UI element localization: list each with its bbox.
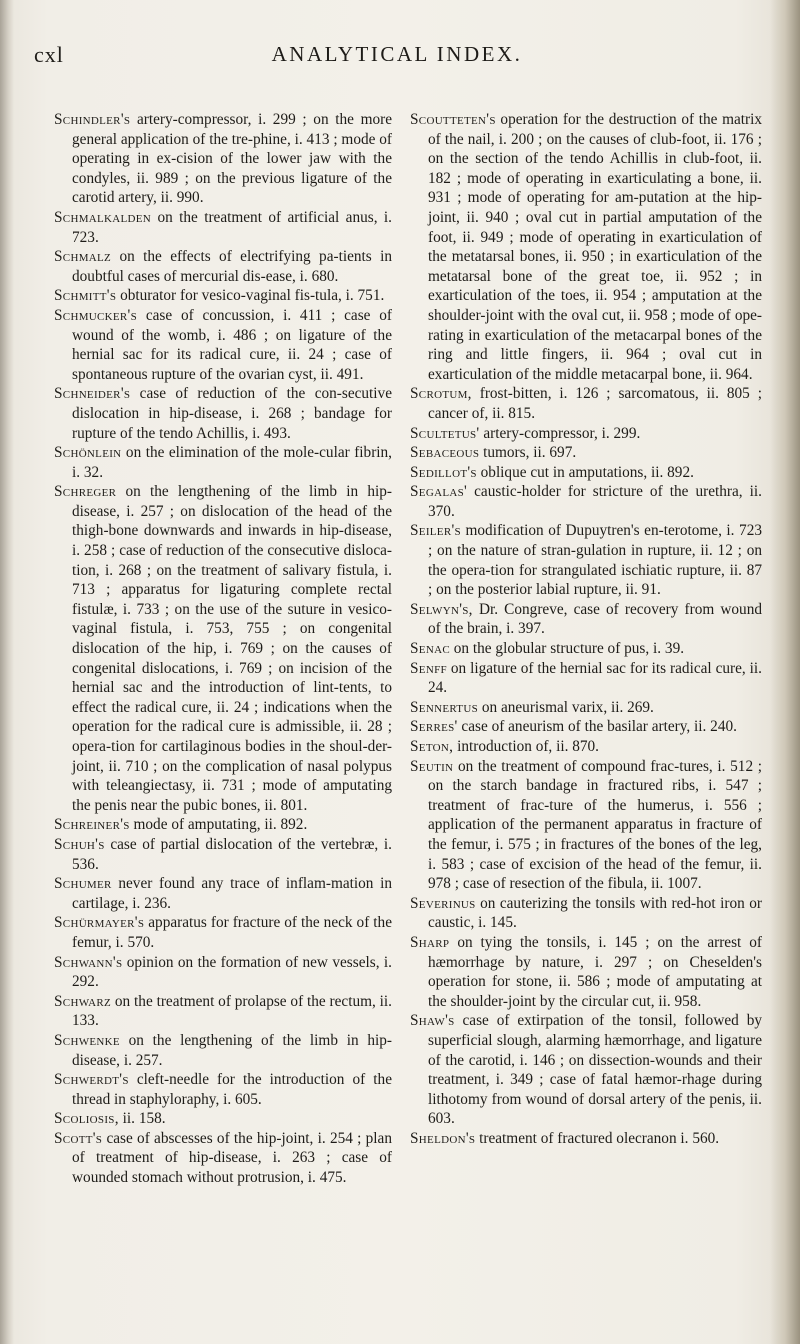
entry-text: Dr. Congreve, case of recovery from wound of the brain, i. 397. [428,600,762,638]
index-entry [54,482,392,815]
entry-text: on ligature of the hernial sac for its radical cure, ii. 24. [428,659,762,697]
right-column [410,110,762,1148]
entry-text: opinion on the formation of new vessels, i. 292. [72,953,392,991]
entry-text: treatment of fractured olecranon i. 560. [479,1129,720,1147]
entry-text: on the effects of electrifying pa-tients in doubtful cases of mercurial dis-ease, i. 680. [72,248,393,285]
index-entry [410,463,762,483]
entry-text: case of concussion, i. 411 ; case of wound of the womb, i. 486 ; on ligature of the hernial sac for its radical cure, ii. 24 ; case of spontaneous rupture of the ovarian cyst, ii. 491. [72,306,392,383]
index-entry [54,384,392,443]
page-header [34,42,760,70]
entry-text: on the lengthening of the limb in hip-disease, i. 257 ; on dislocation of the head of the thigh-bone downwards and inwards in hip-disease, i. 258 ; case of reduction of the consecutive disloca-tion, i. 268 ; on the treatment of salivary fistula, i. 713 ; apparatus for ligaturing complete rectal fistulæ, i. 733 ; on the use of the suture in vesico-vaginal fistula, i. 753, 755 ; on congenital dislocation of the hip, i. 769 ; on the causes of congenital dislocations, i. 769 ; on incision of the hernial sac and the introduction of lint-tents, to effect the radical cure, ii. 24 ; indications when the operation for the radical cure is admissible, ii. 28 ; opera-tion for cartilaginous bodies in the shoul-der-joint, ii. 710 ; on the complication of nasal polypus with teleangiectasy, ii. 731 ; mode of amputating the penis near the pubic bones, ii. 801. [72,483,392,814]
index-entry [54,1109,392,1129]
index-entry [410,757,762,894]
entry-heading: Sennertus [410,698,478,716]
entry-text: oblique cut in amputations, ii. 892. [480,463,694,481]
index-entry [410,521,762,599]
entry-heading: Schmalz [54,248,112,266]
entry-heading: Schwenke [54,1031,120,1049]
entry-text: modification of Dupuytren's en-terotome, i. 723 ; on the nature of stran-gulation in rupture, ii. 12 ; on the opera-tion for strangulated ischiatic rupture, ii. 87 ; on the posterior labial rupture, ii. 91. [428,522,762,599]
entry-text: frost-bitten, i. 126 ; sarcomatous, ii. 805 ; cancer of, ii. 815. [428,385,762,422]
entry-heading: Shaw's [410,1012,455,1030]
index-entry [410,482,762,521]
page-number: cxl [34,42,64,67]
entry-text: artery-compressor, i. 299 ; on the more general application of the tre-phine, i. 413 ; mode of operating in ex-cision of the lower jaw with the condyles, ii. 989 ; on the previous ligature of the carotid artery, ii. 990. [72,111,392,207]
entry-text: on the lengthening of the limb in hip-disease, i. 257. [72,1031,392,1069]
entry-heading: Schönlein [54,444,122,462]
index-entry [54,815,392,835]
entry-text: case of aneurism of the basilar artery, ii. 240. [461,718,737,736]
entry-heading: Schwarz [54,992,112,1010]
entry-text: on the globular structure of pus, i. 39. [453,640,685,658]
index-entry [410,384,762,423]
entry-text: ii. 158. [122,1110,166,1128]
entry-heading: Scrotum, [410,385,472,403]
entry-text: case of extirpation of the tonsil, followed by superficial slough, alarming hæmorrhage, and ligature of the carotid, i. 146 ; on dissection-wounds and their treatment, i. 349 ; case of fatal hæmor-rhage during lithotomy from wound of dorsal artery of the penis, ii. 603. [428,1012,763,1128]
entry-text: introduction of, ii. 870. [457,738,600,755]
index-entry [410,717,762,737]
index-entry [410,737,762,757]
entry-text: case of partial dislocation of the vertebræ, i. 536. [72,835,392,873]
entry-text: operation for the destruction of the matrix of the nail, i. 200 ; on the causes of club-foot, ii. 176 ; on the section of the tendo Achillis in club-foot, ii. 182 ; mode of operating in exarticulating a bone, ii. 931 ; mode of operating for am-putation at the hip-joint, ii. 940 ; oval cut in partial amputation of the foot, ii. 949 ; mode of operating in exarticulation of the metatarsal bones, ii. 950 ; in exarticulation of the metatarsal bone of the great toe, ii. 952 ; in exarticulation of the toes, ii. 954 ; amputation at the shoulder-joint with the oval cut, ii. 958 ; mode of ope-rating in exarticulation of the metacarpal bones of the ring and little fingers, ii. 964 ; oval cut in exarticulation of the middle metacarpal bone, ii. 964. [428,111,762,383]
entry-heading: Scoliosis, [54,1110,119,1128]
index-entry [54,286,392,306]
index-entry [410,424,762,444]
entry-text: obturator for vesico-vaginal fis-tula, i. 751. [120,287,385,305]
entry-text: on aneurismal varix, ii. 269. [481,698,654,716]
entry-heading: Severinus [410,894,476,912]
index-entry [410,110,762,384]
index-entry [54,110,392,208]
index-entry [410,639,762,659]
page-right-edge [770,0,800,1344]
entry-heading: Segalas' [410,483,468,501]
entry-text: on the treatment of compound frac-tures, i. 512 ; on the starch bandage in fractured ribs, i. 547 ; treatment of frac-ture of the humerus, i. 556 ; application of the permanent apparatus in fracture of the femur, i. 575 ; in fractures of the bones of the leg, i. 583 ; case of excision of the head of the femur, ii. 978 ; case of resection of the fibula, ii. 1007. [428,757,762,893]
entry-heading: Scoutteten's [410,111,496,128]
entry-heading: Senac [410,640,450,658]
index-entry [54,874,392,913]
entry-heading: Scultetus' [410,424,480,442]
entry-heading: Schmitt's [54,287,117,305]
entry-heading: Sheldon's [410,1129,476,1147]
index-entry [54,1031,392,1070]
index-entry [410,698,762,718]
index-entry [54,835,392,874]
index-entry [410,1129,762,1149]
entry-text: on the treatment of prolapse of the rectum, ii. 133. [72,992,392,1030]
index-entry [54,208,392,247]
entry-heading: Serres' [410,718,458,736]
entry-heading: Sharp [410,933,450,951]
entry-heading: Selwyn's, [410,600,473,618]
index-entry [54,1070,392,1109]
entry-heading: Schmucker's [54,306,138,324]
left-column [54,110,392,1188]
index-entry [410,894,762,933]
entry-heading: Seiler's [410,522,461,540]
entry-heading: Sebaceous [410,444,480,462]
entry-heading: Schneider's [54,385,131,403]
entry-heading: Schuh's [54,835,105,853]
entry-heading: Sedillot's [410,463,477,481]
entry-text: caustic-holder for stricture of the urethra, ii. 370. [428,483,763,520]
entry-heading: Schwerdt's [54,1071,129,1089]
entry-heading: Schreger [54,483,117,501]
entry-heading: Seton, [410,738,454,755]
entry-text: on cauterizing the tonsils with red-hot iron or caustic, i. 145. [428,894,762,932]
entry-heading: Seutin [410,757,454,775]
index-entry [54,913,392,952]
index-entry [54,953,392,992]
entry-heading: Schumer [54,875,112,893]
entry-text: artery-compressor, i. 299. [483,424,641,442]
index-entry [410,659,762,698]
index-entry [410,443,762,463]
index-entry [54,306,392,384]
index-entry [54,443,392,482]
index-entry [410,933,762,1011]
page-left-edge [0,0,14,1344]
index-entry [410,600,762,639]
entry-heading: Schwann's [54,953,123,971]
index-entry [54,1129,392,1188]
entry-heading: Schmalkalden [54,208,152,226]
entry-text: on the elimination of the mole-cular fibrin, i. 32. [72,444,393,481]
entry-text: never found any trace of inflam-mation in cartilage, i. 236. [72,875,393,912]
entry-text: mode of amputating, ii. 892. [133,816,308,834]
entry-heading: Senff [410,659,447,677]
index-entry [410,1011,762,1129]
entry-heading: Schreiner's [54,816,130,834]
entry-text: on tying the tonsils, i. 145 ; on the arrest of hæmorrhage by nature, i. 297 ; on Cheselden's operation for stone, ii. 586 ; mode of amputating at the shoulder-joint by the circular cut, ii. 958. [428,933,762,1010]
index-entry [54,992,392,1031]
entry-heading: Schürmayer's [54,914,145,932]
running-title: ANALYTICAL INDEX. [271,42,523,66]
entry-heading: Schindler's [54,111,131,128]
entry-text: tumors, ii. 697. [483,444,577,462]
entry-text: cleft-needle for the introduction of the thread in staphyloraphy, i. 605. [72,1071,392,1108]
entry-text: case of reduction of the con-secutive dislocation in hip-disease, i. 268 ; bandage for rupture of the tendo Achillis, i. 493. [72,385,392,442]
entry-text: case of abscesses of the hip-joint, i. 254 ; plan of treatment of hip-disease, i. 263 ; case of wounded stomach without protrusion, i. 475. [72,1129,392,1187]
index-entry [54,247,392,286]
entry-text: apparatus for fracture of the neck of the femur, i. 570. [72,914,392,951]
entry-text: on the treatment of artificial anus, i. 723. [72,208,392,246]
entry-heading: Scott's [54,1129,103,1147]
